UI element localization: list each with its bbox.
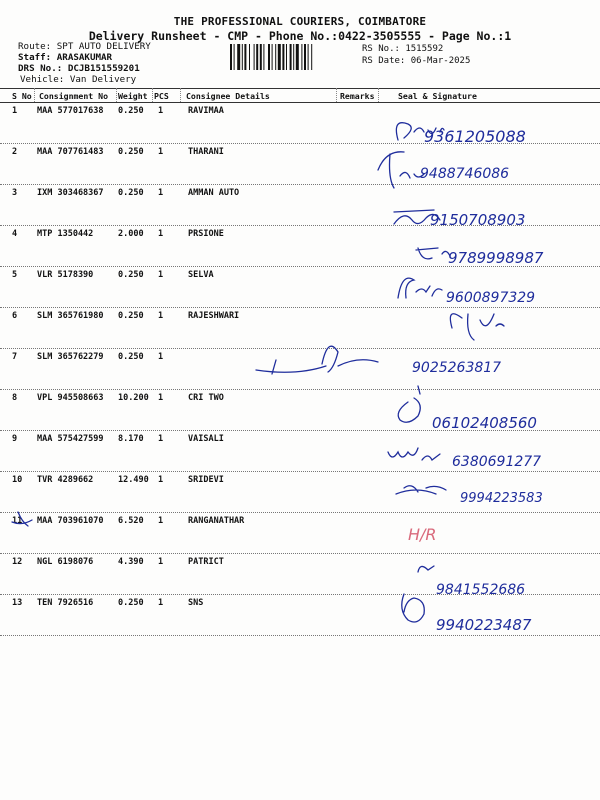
cell-sno: 9 bbox=[12, 434, 18, 444]
column-divider bbox=[180, 88, 181, 102]
header-remarks: Remarks bbox=[340, 91, 375, 101]
column-divider bbox=[116, 88, 117, 102]
handwritten-number-row-13a: 9841552686 bbox=[436, 582, 526, 598]
table-row bbox=[0, 471, 600, 512]
cell-pcs: 1 bbox=[158, 393, 164, 403]
table-row bbox=[0, 553, 600, 594]
rs-date: RS Date: 06-Mar-2025 bbox=[362, 56, 471, 66]
cell-pcs: 1 bbox=[158, 475, 164, 485]
cell-consignment-no: MAA 575427599 bbox=[37, 434, 104, 444]
cell-pcs: 1 bbox=[158, 270, 164, 280]
cell-weight: 0.250 bbox=[118, 311, 144, 321]
cell-consignee: CRI TWO bbox=[188, 393, 224, 403]
drs-value: DCJB151559201 bbox=[67, 63, 140, 74]
cell-weight: 2.000 bbox=[118, 229, 144, 239]
cell-weight: 4.390 bbox=[118, 557, 144, 567]
table-row bbox=[0, 512, 600, 553]
drs-line bbox=[18, 63, 140, 74]
table-row bbox=[0, 389, 600, 430]
cell-consignee: RANGANATHAR bbox=[188, 516, 245, 526]
route-value: SPT AUTO DELIVERY bbox=[56, 41, 151, 52]
cell-pcs: 1 bbox=[158, 557, 164, 567]
cell-consignment-no: MAA 577017638 bbox=[37, 106, 104, 116]
column-divider bbox=[336, 88, 337, 102]
vehicle-value: Van Delivery bbox=[69, 74, 137, 85]
handwritten-number-row-7: 9025263817 bbox=[412, 360, 502, 376]
cell-pcs: 1 bbox=[158, 311, 164, 321]
cell-consignee: PATRICT bbox=[188, 557, 224, 567]
table-row bbox=[0, 594, 600, 635]
barcode bbox=[230, 44, 358, 70]
vehicle-label: Vehicle: bbox=[20, 74, 65, 85]
cell-pcs: 1 bbox=[158, 516, 164, 526]
cell-sno: 13 bbox=[12, 598, 23, 608]
drs-label: DRS No.: bbox=[18, 63, 63, 74]
table-row bbox=[0, 184, 600, 225]
cell-consignee: AMMAN AUTO bbox=[188, 188, 240, 198]
cell-sno: 4 bbox=[12, 229, 18, 239]
cell-pcs: 1 bbox=[158, 229, 164, 239]
cell-sno: 1 bbox=[12, 106, 18, 116]
cell-sno: 5 bbox=[12, 270, 18, 280]
cell-sno: 8 bbox=[12, 393, 18, 403]
column-divider bbox=[34, 88, 35, 102]
cell-weight: 0.250 bbox=[118, 188, 144, 198]
cell-weight: 0.250 bbox=[118, 352, 144, 362]
cell-pcs: 1 bbox=[158, 434, 164, 444]
cell-pcs: 1 bbox=[158, 106, 164, 116]
handwritten-number-row-3: 9150708903 bbox=[430, 211, 526, 229]
handwritten-number-row-13b: 9940223487 bbox=[436, 616, 532, 634]
cell-sno: 3 bbox=[12, 188, 18, 198]
cell-weight: 0.250 bbox=[118, 270, 144, 280]
cell-consignee: PRSIONE bbox=[188, 229, 224, 239]
cell-consignee: RAJESHWARI bbox=[188, 311, 240, 321]
staff-line bbox=[18, 52, 112, 63]
table-top-border bbox=[0, 88, 600, 89]
cell-consignment-no: SLM 365762279 bbox=[37, 352, 104, 362]
cell-pcs: 1 bbox=[158, 598, 164, 608]
cell-sno: 7 bbox=[12, 352, 18, 362]
company-title: THE PROFESSIONAL COURIERS, COIMBATORE bbox=[173, 15, 427, 28]
row-divider bbox=[0, 635, 600, 636]
cell-pcs: 1 bbox=[158, 188, 164, 198]
handwritten-number-row-10: 9994223583 bbox=[460, 491, 543, 506]
cell-weight: 0.250 bbox=[118, 106, 144, 116]
cell-consignment-no: IXM 303468367 bbox=[37, 188, 104, 198]
table-row bbox=[0, 266, 600, 307]
handwritten-number-row-9: 6380691277 bbox=[452, 454, 542, 470]
staff-label: Staff: bbox=[18, 52, 52, 63]
cell-sno: 10 bbox=[12, 475, 23, 485]
handwritten-number-row-1: 9361205088 bbox=[424, 127, 526, 146]
cell-consignee: RAVIMAA bbox=[188, 106, 224, 116]
cell-consignment-no: MTP 1350442 bbox=[37, 229, 94, 239]
handwritten-number-row-8: 06102408560 bbox=[432, 414, 537, 432]
vehicle-line bbox=[20, 74, 136, 85]
cell-pcs: 1 bbox=[158, 352, 164, 362]
header-pcs: PCS bbox=[154, 91, 169, 101]
handwritten-number-row-4: 9789998987 bbox=[448, 249, 544, 267]
route-line bbox=[18, 41, 151, 52]
table-row bbox=[0, 307, 600, 348]
cell-consignee: VAISALI bbox=[188, 434, 224, 444]
table-row bbox=[0, 102, 600, 143]
column-divider bbox=[378, 88, 379, 102]
header-consignee: Consignee Details bbox=[186, 91, 270, 101]
cell-consignee: SRIDEVI bbox=[188, 475, 224, 485]
cell-consignment-no: NGL 6198076 bbox=[37, 557, 94, 567]
handwritten-number-row-5: 9600897329 bbox=[446, 290, 536, 306]
column-divider bbox=[152, 88, 153, 102]
handwritten-number-row-2: 9488746086 bbox=[420, 166, 510, 182]
cell-weight: 8.170 bbox=[118, 434, 144, 444]
cell-sno: 6 bbox=[12, 311, 18, 321]
table-row bbox=[0, 430, 600, 471]
header-sno: S No bbox=[12, 91, 32, 101]
cell-consignment-no: VPL 945508663 bbox=[37, 393, 104, 403]
cell-weight: 6.520 bbox=[118, 516, 144, 526]
table-row bbox=[0, 225, 600, 266]
cell-weight: 0.250 bbox=[118, 147, 144, 157]
cell-consignment-no: VLR 5178390 bbox=[37, 270, 94, 280]
cell-consignment-no: TEN 7926516 bbox=[37, 598, 94, 608]
cell-consignment-no: MAA 703961070 bbox=[37, 516, 104, 526]
route-label: Route: bbox=[18, 41, 52, 52]
header-signature: Seal & Signature bbox=[398, 91, 477, 101]
header-weight: Weight bbox=[118, 91, 148, 101]
cell-sno: 2 bbox=[12, 147, 18, 157]
cell-consignee: THARANI bbox=[188, 147, 224, 157]
cell-consignment-no: TVR 4289662 bbox=[37, 475, 94, 485]
header-consignment: Consignment No bbox=[39, 91, 109, 101]
table-row bbox=[0, 348, 600, 389]
cell-pcs: 1 bbox=[158, 147, 164, 157]
cell-consignment-no: MAA 707761483 bbox=[37, 147, 104, 157]
cell-consignment-no: SLM 365761980 bbox=[37, 311, 104, 321]
handwritten-remark-row-11: H/R bbox=[408, 525, 437, 544]
staff-value: ARASAKUMAR bbox=[56, 52, 113, 63]
table-row bbox=[0, 143, 600, 184]
cell-sno: 12 bbox=[12, 557, 23, 567]
cell-weight: 0.250 bbox=[118, 598, 144, 608]
cell-weight: 12.490 bbox=[118, 475, 149, 485]
runsheet-subtitle: Delivery Runsheet - CMP - Phone No.:0422-3505555 - Page No.:1 bbox=[88, 29, 512, 43]
cell-consignee: SELVA bbox=[188, 270, 214, 280]
rs-number: RS No.: 1515592 bbox=[362, 44, 444, 54]
cell-sno: 11 bbox=[12, 516, 23, 526]
cell-weight: 10.200 bbox=[118, 393, 149, 403]
cell-consignee: SNS bbox=[188, 598, 204, 608]
